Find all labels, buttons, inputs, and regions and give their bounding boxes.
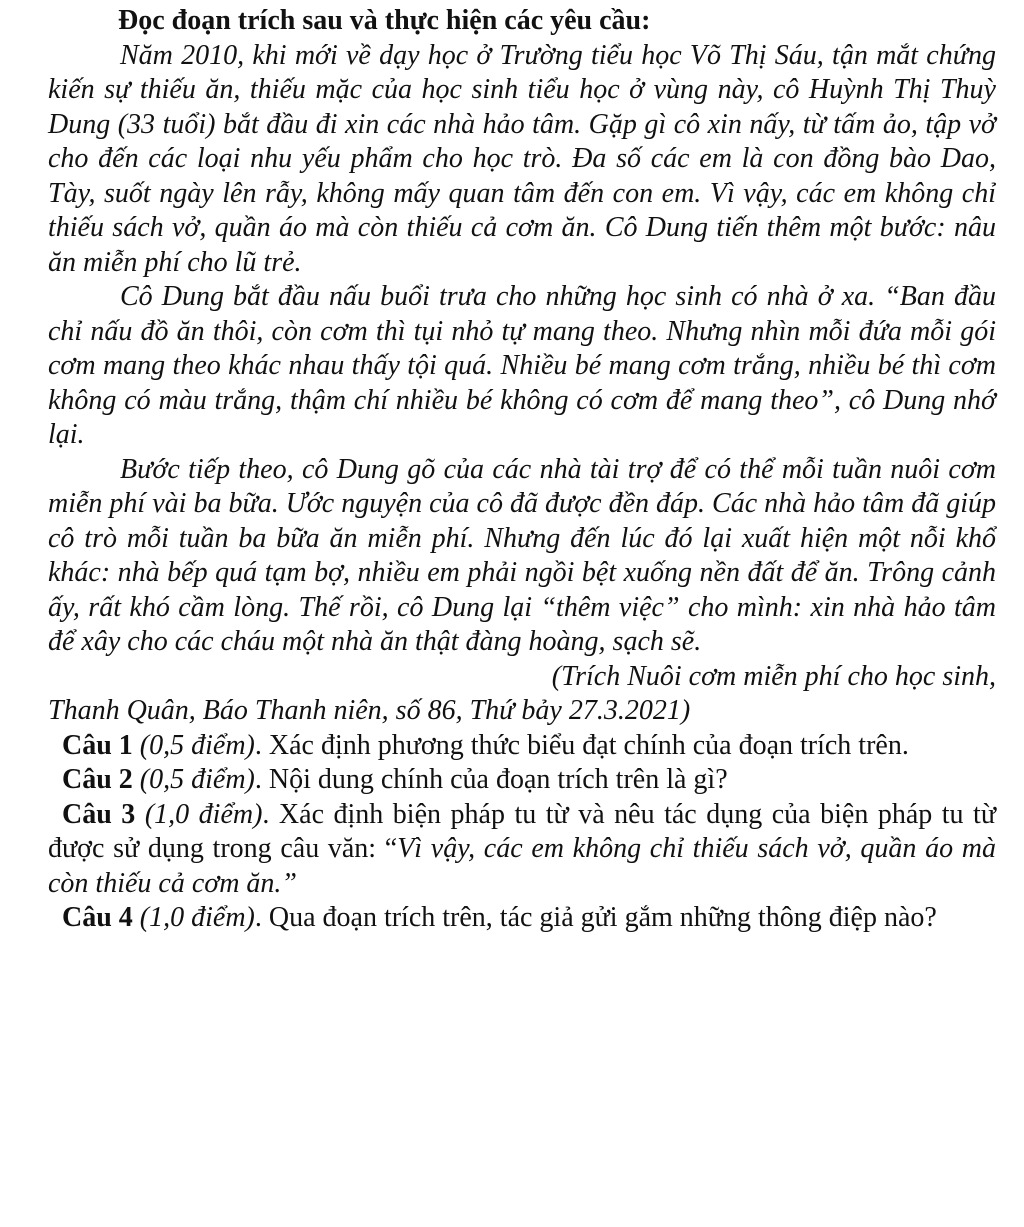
- question-score: (0,5 điểm): [139, 729, 255, 761]
- question-3: [48, 798, 996, 902]
- citation-line-2: Thanh Quân, Báo Thanh niên, số 86, Thứ bảy 27.3.2021): [48, 695, 691, 726]
- question-label: Câu 1: [62, 729, 133, 761]
- question-quote: Vì vậy, các em không chỉ thiếu sách vở, quần áo mà còn thiếu cả cơm ăn.”: [48, 833, 996, 899]
- source-citation: [48, 660, 996, 729]
- question-text: . Xác định phương thức biểu đạt chính của đoạn trích trên.: [254, 729, 909, 761]
- question-score: (1,0 điểm): [144, 798, 263, 830]
- question-label: Câu 2: [62, 764, 133, 795]
- passage-paragraph-1: Năm 2010, khi mới về dạy học ở Trường tiểu học Võ Thị Sáu, tận mắt chứng kiến sự thiếu ăn, thiếu mặc của học sinh tiểu học ở vùng này, cô Huỳnh Thị Thuỳ Dung (33 tuổi) bắt đầu đi xin các nhà hảo tâm. Gặp gì cô xin nấy, từ tấm ảo, tập vở cho đến các loại nhu yếu phẩm cho học trò. Đa số các em là con đồng bào Dao, Tày, suốt ngày lên rẫy, không mấy quan tâm đến con em. Vì vậy, các em không chỉ thiếu sách vở, quần áo mà còn thiếu cả cơm ăn. Cô Dung tiến thêm một bước: nâu ăn miễn phí cho lũ trẻ.: [48, 39, 996, 278]
- question-text: . Qua đoạn trích trên, tác giả gửi gắm những thông điệp nào?: [254, 902, 937, 933]
- passage-paragraph-2: Cô Dung bắt đầu nấu buổi trưa cho những học sinh có nhà ở xa. “Ban đầu chỉ nấu đồ ăn thôi, còn cơm thì tụi nhỏ tự mang theo. Nhưng nhìn mỗi đứa mỗi gói cơm mang theo khác nhau thấy tội quá. Nhiều bé mang cơm trắng, nhiều bé thì cơm không có màu trắng, thậm chí nhiều bé không có cơm để mang theo”, cô Dung nhớ lại.: [48, 281, 996, 450]
- passage-paragraph-3: Bước tiếp theo, cô Dung gõ của các nhà tài trợ để có thể mỗi tuần nuôi cơm miễn phí vài ba bữa. Ước nguyện của cô đã được đền đáp. Các nhà hảo tâm đã giúp cô trò mỗi tuần ba bữa ăn miễn phí. Nhưng đến lúc đó lại xuất hiện một nỗi khổ khác: nhà bếp quá tạm bợ, nhiều em phải ngồi bệt xuống nền đất để ăn. Trông cảnh ấy, rất khó cầm lòng. Thế rồi, cô Dung lại “thêm việc” cho mình: xin nhà hảo tâm để xây cho các cháu một nhà ăn thật đàng hoàng, sạch sẽ.: [48, 453, 996, 657]
- question-score: (0,5 điểm): [139, 764, 255, 795]
- question-label: Câu 4: [62, 902, 133, 933]
- question-label: Câu 3: [62, 798, 136, 830]
- question-1: [48, 729, 996, 764]
- question-text: . Xác định biện pháp tu từ và nêu tác dụng của biện pháp tu từ được sử dụng trong câu văn: “: [48, 798, 997, 864]
- question-4: [48, 901, 996, 936]
- question-text: . Nội dung chính của đoạn trích trên là gì?: [254, 764, 728, 795]
- instruction-heading: Đọc đoạn trích sau và thực hiện các yêu cầu:: [118, 5, 651, 36]
- question-score: (1,0 điểm): [139, 902, 255, 933]
- question-2: [48, 763, 996, 798]
- citation-line-1: (Trích Nuôi cơm miễn phí cho học sinh,: [551, 660, 996, 692]
